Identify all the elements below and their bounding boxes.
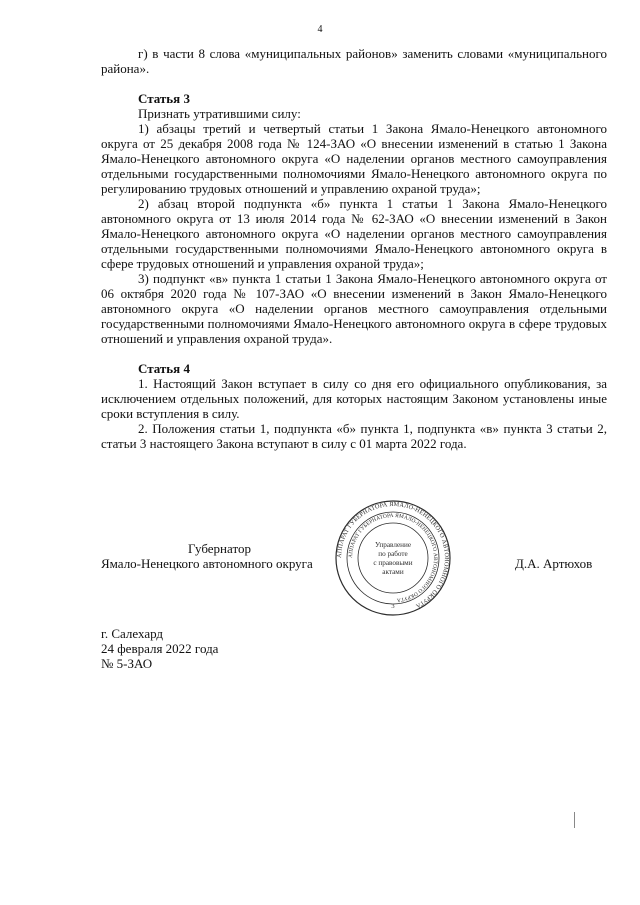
document-footer — [101, 626, 218, 671]
document-body — [101, 46, 607, 451]
article-3-title: Статья 3 — [138, 91, 190, 106]
page-number: 4 — [317, 24, 323, 35]
scan-mark — [574, 812, 575, 828]
footer-city: г. Салехард — [101, 626, 164, 641]
seal-number: 3 — [391, 603, 395, 610]
article-4-title: Статья 4 — [138, 361, 190, 376]
paragraph-g: г) в части 8 слова «муниципальных районов» заменить словами «муниципального района». — [101, 46, 607, 76]
signature-name: Д.А. Артюхов — [515, 556, 593, 571]
seal-inner-text: АППАРАТ ГУБЕРНАТОРА ЯМАЛО-НЕНЕЦКОГО АВТОНОМНОГО ОКРУГА — [347, 512, 439, 603]
article-3-item-2: 2) абзац второй подпункта «б» пункта 1 статьи 1 Закона Ямало-Ненецкого автономного округа от 13 июля 2014 года № 62-ЗАО «О внесении изменений в Закон Ямало-Ненецкого автономного округа «О наделении органов местного самоуправления отдельными государственными полномочиями Ямало-Ненецкого автономного округа в сфере трудовых отношений и управления охраной труда»; — [101, 196, 607, 271]
signature-title: Губернатор — [188, 541, 251, 556]
seal-center-line-3: с правовыми — [373, 559, 413, 567]
seal-middle-ring — [347, 512, 439, 604]
seal-center-line-1: Управление — [374, 541, 412, 549]
article-3-lead: Признать утратившими силу: — [138, 106, 301, 121]
article-4-item-2: 2. Положения статьи 1, подпункта «б» пункта 1, подпункта «в» пункта 3 статьи 2, статьи 3 настоящего Закона вступают в силу с 01 марта 2022 года. — [101, 421, 607, 451]
seal-inner-ring — [358, 523, 428, 593]
official-seal — [323, 500, 463, 616]
signature-region: Ямало-Ненецкого автономного округа — [101, 556, 313, 571]
footer-number: № 5-ЗАО — [101, 656, 153, 671]
seal-center-line-4: актами — [382, 568, 404, 576]
article-3-item-3: 3) подпункт «в» пункта 1 статьи 1 Закона Ямало-Ненецкого автономного округа от 06 октября 2020 года № 107-ЗАО «О внесении изменений в Закон Ямало-Ненецкого автономного округа «О наделении органов местного самоуправления отдельными государственными полномочиями Ямало-Ненецкого автономного округа в сфере трудовых отношений и управления охраной труда». — [101, 271, 607, 346]
seal-outer-text: АППАРАТ ГУБЕРНАТОРА ЯМАЛО-НЕНЕЦКОГО АВТОНОМНОГО ОКРУГА — [335, 500, 451, 610]
seal-center-line-2: по работе — [378, 550, 408, 558]
article-4-item-1: 1. Настоящий Закон вступает в силу со дня его официального опубликования, за исключением отдельных положений, для которых настоящим Законом установлены иные сроки вступления в силу. — [101, 376, 607, 421]
article-3-item-1: 1) абзацы третий и четвертый статьи 1 Закона Ямало-Ненецкого автономного округа от 25 декабря 2008 года № 124-ЗАО «О внесении изменений в статью 1 Закона Ямало-Ненецкого автономного округа «О наделении органов местного самоуправления отдельными государственными полномочиями Ямало-Ненецкого автономного округа по регулированию трудовых отношений и управлению охраной труда»; — [101, 121, 607, 196]
footer-date: 24 февраля 2022 года — [101, 641, 219, 656]
